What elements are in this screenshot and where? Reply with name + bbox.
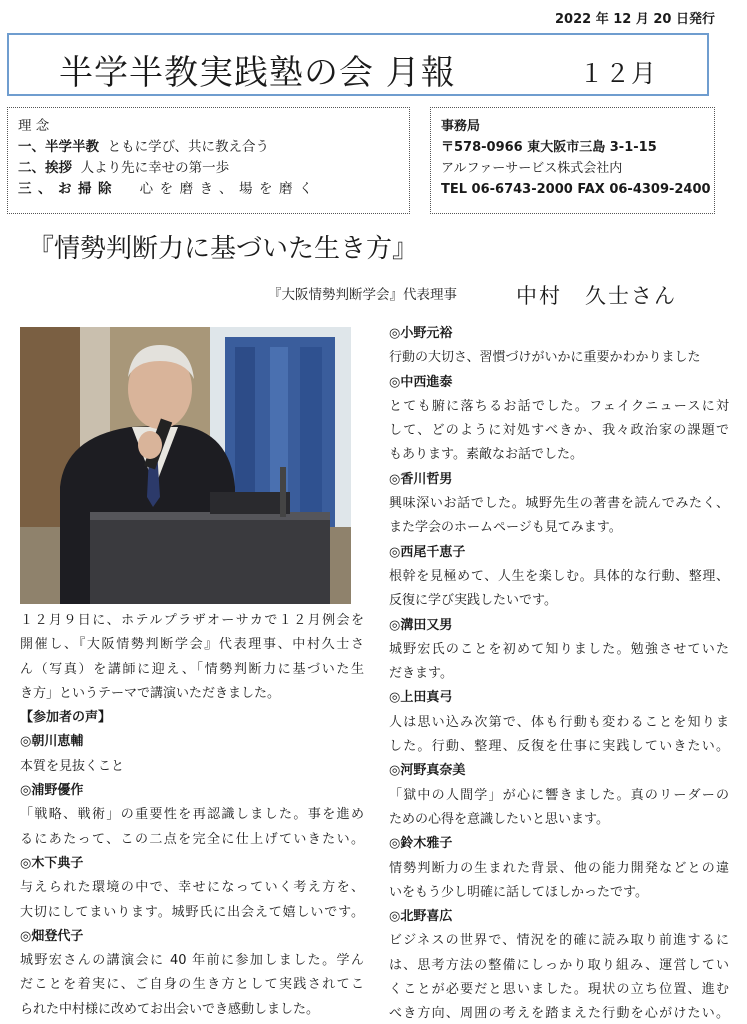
byline-name: 中村 久士さん <box>516 284 677 308</box>
office-address: 〒578-0966 東大阪市三島 3-1-15 <box>441 140 657 155</box>
voice-line: 人は思い込み次第で、体も行動も変わることを知りま <box>389 714 729 730</box>
voice-name: ◎香川哲男 <box>389 471 453 487</box>
philosophy-text: 心を磨き、場を磨く <box>139 181 320 197</box>
voice-name: ◎畑登代子 <box>20 928 84 944</box>
voice-name: ◎浦野優作 <box>20 783 84 799</box>
voice-line: ための心得を意識したいと思います。 <box>389 811 609 827</box>
voice-line: べき方向、周囲の考えを踏まえた行動を心がけたい。 <box>389 1006 729 1022</box>
philosophy-box <box>7 107 410 214</box>
voice-name: ◎小野元裕 <box>389 326 453 341</box>
voice-line: とても腑に落ちるお話でした。フェイクニュースに対 <box>389 398 729 414</box>
newsletter-month: １２月 <box>579 59 658 88</box>
voice-line: 本質を見抜くこと <box>20 758 125 774</box>
speaker-photo-illustration <box>20 327 351 604</box>
voice-line: 城野宏さんの講演会に 40 年前に参加しました。学ん <box>20 953 364 969</box>
philosophy-line <box>18 137 399 158</box>
office-phone: TEL 06-6743-2000 FAX 06-4309-2400 <box>441 182 711 197</box>
philosophy-heading: 理 念 <box>18 118 50 134</box>
office-heading: 事務局 <box>441 119 481 134</box>
voice-line: だことを着実に、ご自身の生き方として実践されてこ <box>20 977 364 993</box>
left-column <box>20 609 364 1022</box>
voice-line: だきます。 <box>389 666 453 682</box>
intro-line: １２月９日に、ホテルプラザオーサカで１２月例会を <box>20 613 364 628</box>
voice-line: 情勢判断力の生まれた背景、他の能力開発などとの違 <box>389 860 729 876</box>
voice-line: 大切にしてまいります。城野氏に出会えて嬉しいです。 <box>20 904 364 920</box>
intro-line: ん（写真）を講師に迎え、「情勢判断力に基づいた生 <box>20 661 364 677</box>
voices-heading: 【参加者の声】 <box>20 710 112 726</box>
voice-line: また学会のホームページも見てみます。 <box>389 520 622 536</box>
intro-line: 開催し、『大阪情勢判断学会』代表理事、中村久士さ <box>20 637 364 653</box>
masthead <box>7 33 709 96</box>
right-column <box>389 322 729 1024</box>
voice-name: ◎西尾千恵子 <box>389 544 466 560</box>
voice-name: ◎朝川恵輔 <box>20 734 84 750</box>
byline-organization: 『大阪情勢判断学会』代表理事 <box>268 287 457 303</box>
voice-line: ビジネスの世界で、情況を的確に読み取り前進するに <box>389 933 729 949</box>
voice-name: ◎北野喜広 <box>389 909 453 925</box>
office-company: アルファーサービス株式会社内 <box>441 161 623 176</box>
article-headline: 『情勢判断力に基づいた生き方』 <box>28 234 419 264</box>
voice-line: して、どのように対処すべきか、我々政治家の課題で <box>389 423 729 439</box>
voice-name: ◎木下典子 <box>20 855 84 871</box>
philosophy-line <box>18 158 399 179</box>
voice-line: 「獄中の人間学」が心に響きました。真のリーダーの <box>389 787 729 803</box>
philosophy-text: ともに学び、共に教え合う <box>107 139 270 155</box>
philosophy-line <box>18 179 399 200</box>
voice-line: 興味深いお話でした。城野先生の著書を読んでみたく、 <box>389 496 729 512</box>
philosophy-label: 二、挨拶 <box>18 160 72 176</box>
intro-line: き方」というテーマで講演いただきました。 <box>20 685 281 701</box>
voice-name: ◎上田真弓 <box>389 690 453 706</box>
voice-line: 反復に学び実践したいです。 <box>389 593 557 609</box>
voice-line: られた中村様に改めてお出会いでき感動しました。 <box>20 1001 320 1017</box>
voice-line: くことが必要だと思いました。現状の立ち位置、進む <box>389 982 729 998</box>
philosophy-label: 三、お掃除 <box>18 181 118 197</box>
voice-name: ◎中西進泰 <box>389 374 453 390</box>
voice-line: 城野宏氏のことを初めて知りました。勉強させていた <box>389 641 729 657</box>
voice-name: ◎溝田又男 <box>389 617 453 633</box>
philosophy-text: 人より先に幸せの第一歩 <box>80 160 230 176</box>
voice-line: 根幹を見極めて、人生を楽しむ。具体的な行動、整理、 <box>389 568 729 584</box>
philosophy-label: 一、半学半教 <box>18 139 99 155</box>
voice-line: 与えられた環境の中で、幸せになっていく考え方を、 <box>20 880 364 896</box>
office-box <box>430 107 715 214</box>
voice-line: 「戦略、戦術」の重要性を再認識しました。事を進め <box>20 807 364 823</box>
voice-line: いをもう少し明確に話してほしかったです。 <box>389 884 648 900</box>
voice-line: は、思考方法の整備にしっかり取り組み、運営してい <box>389 957 729 973</box>
voice-line: るにあたって、この二点を完全に仕上げていきたい。 <box>20 831 364 847</box>
issue-date: 2022 年 12 月 20 日発行 <box>555 12 715 27</box>
voice-name: ◎鈴木雅子 <box>389 836 453 852</box>
voice-line: した。行動、整理、反復を仕事に実践していきたい。 <box>389 739 729 755</box>
voice-line: 行動の大切さ、習慣づけがいかに重要かわかりました <box>389 350 701 366</box>
newsletter-title: 半学半教実践塾の会 月報 <box>59 53 456 93</box>
voice-name: ◎河野真奈美 <box>389 763 466 779</box>
voice-line: もあります。素敵なお話でした。 <box>389 447 583 463</box>
speaker-photo <box>20 327 351 604</box>
